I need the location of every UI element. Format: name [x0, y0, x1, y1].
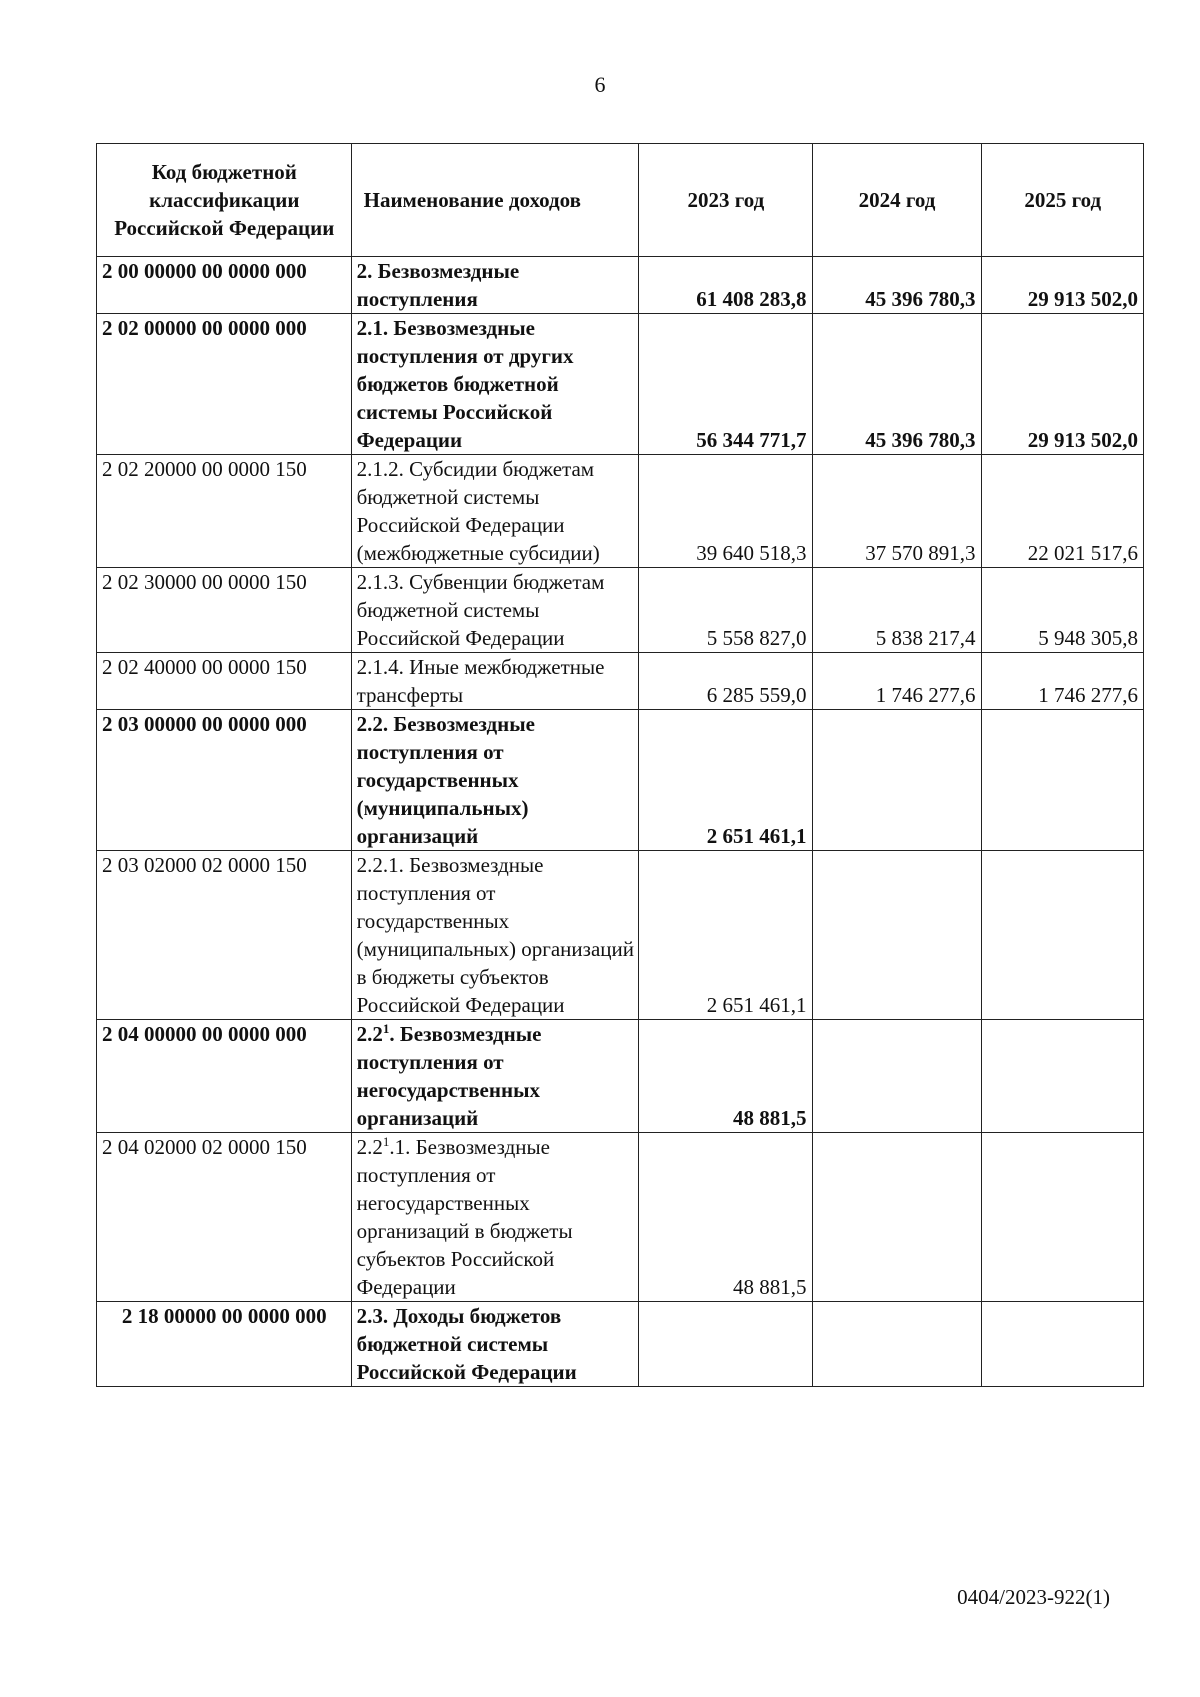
row-name: $2.2^1$. Безвозмездные поступления от негосударственных организаций: [351, 1020, 639, 1133]
row-code: 2 00 00000 00 0000 000: [97, 257, 352, 314]
row-name: 2.1.3. Субвенции бюджетам бюджетной системы Российской Федерации: [351, 568, 639, 653]
row-name: 2.1. Безвозмездные поступления от других бюджетов бюджетной системы Российской Федерации: [351, 314, 639, 455]
header-2025: 2025 год: [981, 144, 1143, 257]
table-row: [97, 653, 1144, 710]
row-value-2023: 39 640 518,3: [639, 455, 812, 568]
row-value-2025: 29 913 502,0: [981, 314, 1143, 455]
row-value-2024: 37 570 891,3: [812, 455, 981, 568]
row-value-2025: [981, 1302, 1143, 1387]
header-name: Наименование доходов: [351, 144, 639, 257]
table-row: [97, 1302, 1144, 1387]
row-name: 2.1.2. Субсидии бюджетам бюджетной системы Российской Федерации (межбюджетные субсидии): [351, 455, 639, 568]
row-value-2024: 5 838 217,4: [812, 568, 981, 653]
row-code: 2 04 02000 02 0000 150: [97, 1133, 352, 1302]
row-value-2024: [812, 1020, 981, 1133]
table-row: [97, 710, 1144, 851]
document-id: 0404/2023-922(1): [957, 1585, 1110, 1609]
row-value-2025: [981, 1020, 1143, 1133]
row-code: 2 18 00000 00 0000 000: [97, 1302, 352, 1387]
row-value-2023: 56 344 771,7: [639, 314, 812, 455]
row-code: 2 04 00000 00 0000 000: [97, 1020, 352, 1133]
row-value-2024: [812, 1133, 981, 1302]
row-code: 2 03 02000 02 0000 150: [97, 851, 352, 1020]
header-code: [97, 144, 352, 257]
row-value-2024: 45 396 780,3: [812, 257, 981, 314]
header-2023: 2023 год: [639, 144, 812, 257]
row-value-2024: [812, 710, 981, 851]
row-name: $2.2^1.1$. Безвозмездные поступления от негосударственных организаций в бюджеты субъектов Российской Федерации: [351, 1133, 639, 1302]
row-name: 2.2. Безвозмездные поступления от государственных (муниципальных) организаций: [351, 710, 639, 851]
row-value-2023: 6 285 559,0: [639, 653, 812, 710]
revenue-table: [96, 143, 1144, 1387]
table-row: [97, 568, 1144, 653]
row-name: 2.1.4. Иные межбюджетные трансферты: [351, 653, 639, 710]
row-value-2025: 1 746 277,6: [981, 653, 1143, 710]
row-value-2025: 5 948 305,8: [981, 568, 1143, 653]
row-code: 2 02 20000 00 0000 150: [97, 455, 352, 568]
row-value-2023: 61 408 283,8: [639, 257, 812, 314]
row-code: 2 02 30000 00 0000 150: [97, 568, 352, 653]
table-row: [97, 257, 1144, 314]
table-row: [97, 455, 1144, 568]
row-value-2025: [981, 851, 1143, 1020]
row-code: 2 03 00000 00 0000 000: [97, 710, 352, 851]
header-2024: 2024 год: [812, 144, 981, 257]
row-value-2024: 45 396 780,3: [812, 314, 981, 455]
row-value-2025: 22 021 517,6: [981, 455, 1143, 568]
row-value-2024: [812, 1302, 981, 1387]
row-value-2023: 48 881,5: [639, 1133, 812, 1302]
row-value-2025: 29 913 502,0: [981, 257, 1143, 314]
row-code: 2 02 40000 00 0000 150: [97, 653, 352, 710]
header-code-label: Код бюджетной классификации Российской Федерации: [114, 160, 335, 240]
row-value-2024: 1 746 277,6: [812, 653, 981, 710]
table-row: [97, 1133, 1144, 1302]
row-value-2023: 5 558 827,0: [639, 568, 812, 653]
row-value-2025: [981, 710, 1143, 851]
row-value-2025: [981, 1133, 1143, 1302]
row-name: 2. Безвозмездные поступления: [351, 257, 639, 314]
row-value-2023: [639, 1302, 812, 1387]
table-header-row: [97, 144, 1144, 257]
row-value-2023: 2 651 461,1: [639, 851, 812, 1020]
row-value-2024: [812, 851, 981, 1020]
row-name: 2.3. Доходы бюджетов бюджетной системы Российской Федерации: [351, 1302, 639, 1387]
row-code: 2 02 00000 00 0000 000: [97, 314, 352, 455]
row-value-2023: 48 881,5: [639, 1020, 812, 1133]
table-row: [97, 314, 1144, 455]
table-row: [97, 1020, 1144, 1133]
table-row: [97, 851, 1144, 1020]
row-value-2023: 2 651 461,1: [639, 710, 812, 851]
row-name: 2.2.1. Безвозмездные поступления от государственных (муниципальных) организаций в бюджеты субъектов Российской Федерации: [351, 851, 639, 1020]
page-number: 6: [594, 72, 606, 97]
